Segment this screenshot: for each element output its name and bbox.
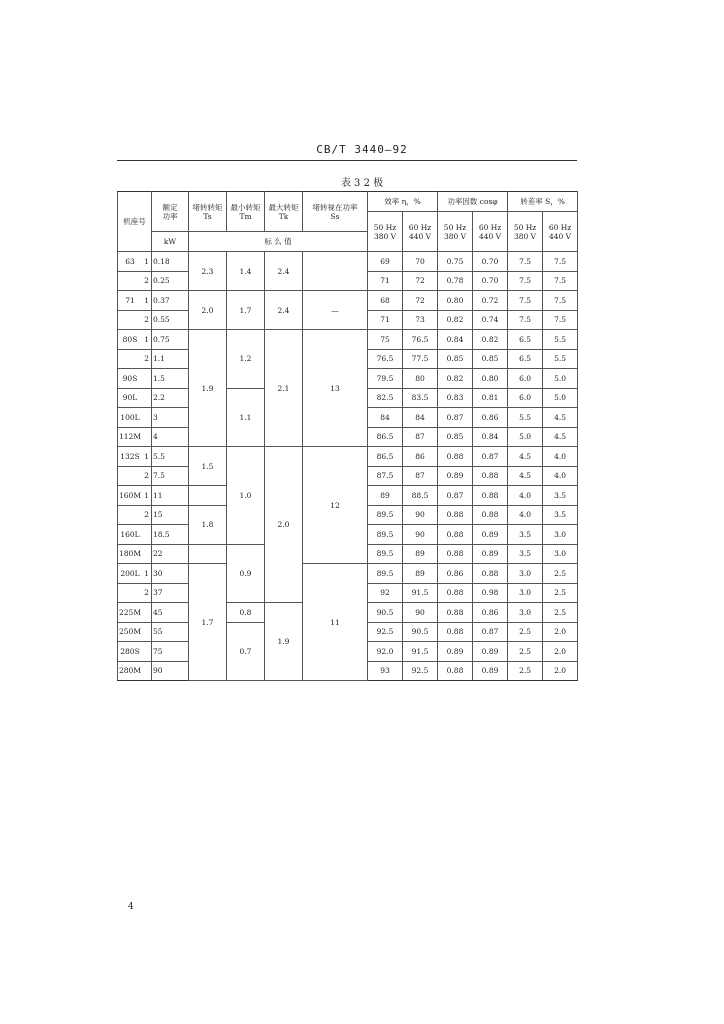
frame-cell xyxy=(118,427,152,447)
pf60-cell: 0.89 xyxy=(473,525,508,545)
frame-sub: 1 xyxy=(144,295,149,305)
tstart-cell xyxy=(189,486,227,506)
f50-hz: 50 Hz xyxy=(443,222,467,232)
tmin-cell: 0.7 xyxy=(227,622,265,681)
tstart-cell: 2.3 xyxy=(189,252,227,291)
tmax-cell: 2.1 xyxy=(265,330,303,447)
frame-sub: 1 xyxy=(144,451,149,461)
frame-cell xyxy=(118,330,152,350)
frame-label: 280M xyxy=(119,666,141,676)
frame-sub: 2 xyxy=(144,588,149,598)
pf50-cell: 0.80 xyxy=(438,291,473,311)
header-frame: 机座号 xyxy=(118,192,152,252)
slip60-cell: 2.5 xyxy=(543,564,578,584)
pf50-cell: 0.82 xyxy=(438,310,473,330)
frame-label: 63 xyxy=(125,256,135,266)
pf60-cell: 0.88 xyxy=(473,466,508,486)
header-tmin-l2: Tm xyxy=(239,211,252,221)
slip50-cell: 6.5 xyxy=(508,330,543,350)
frame-sub: 2 xyxy=(144,354,149,364)
eff50-cell: 90.5 xyxy=(368,603,403,623)
f60-v: 440 V xyxy=(408,231,432,241)
frame-cell xyxy=(118,505,152,525)
header-sstart xyxy=(303,192,368,232)
slip60-cell: 5.5 xyxy=(543,330,578,350)
slip50-cell: 3.5 xyxy=(508,544,543,564)
power-cell: 1.1 xyxy=(152,349,189,369)
slip60-cell: 4.0 xyxy=(543,447,578,467)
header-slip-50 xyxy=(508,212,543,252)
pf60-cell: 0.98 xyxy=(473,583,508,603)
frame-cell xyxy=(118,466,152,486)
page-number: 4 xyxy=(128,902,134,912)
eff50-cell: 82.5 xyxy=(368,388,403,408)
eff60-cell: 72 xyxy=(403,291,438,311)
pf60-cell: 0.89 xyxy=(473,642,508,662)
slip60-cell: 3.5 xyxy=(543,486,578,506)
power-cell: 2.2 xyxy=(152,388,189,408)
eff50-cell: 92.5 xyxy=(368,622,403,642)
slip60-cell: 2.5 xyxy=(543,603,578,623)
header-tmax-l1: 最大转矩 xyxy=(268,202,299,212)
slip50-cell: 4.5 xyxy=(508,466,543,486)
eff60-cell: 83.5 xyxy=(403,388,438,408)
eff50-cell: 92 xyxy=(368,583,403,603)
frame-label: 250M xyxy=(119,627,141,637)
eff60-cell: 90 xyxy=(403,505,438,525)
f60-v: 440 V xyxy=(548,231,572,241)
frame-cell xyxy=(118,661,152,681)
slip60-cell: 7.5 xyxy=(543,291,578,311)
eff60-cell: 86 xyxy=(403,447,438,467)
frame-label: 225M xyxy=(119,607,141,617)
sstart-cell: 11 xyxy=(303,564,368,681)
tmin-cell: 1.2 xyxy=(227,330,265,389)
header-power-l2: 功率 xyxy=(162,211,178,221)
header-power-l1: 额定 xyxy=(162,202,178,212)
slip50-cell: 2.5 xyxy=(508,661,543,681)
header-tmin xyxy=(227,192,265,232)
frame-cell xyxy=(118,369,152,389)
table-row xyxy=(118,330,578,350)
header-power xyxy=(152,192,189,232)
tstart-cell: 1.8 xyxy=(189,505,227,544)
power-cell: 4 xyxy=(152,427,189,447)
frame-cell xyxy=(118,486,152,506)
frame-cell xyxy=(118,252,152,272)
slip50-cell: 3.0 xyxy=(508,564,543,584)
f50-hz: 50 Hz xyxy=(513,222,537,232)
header-tmax-l2: Tk xyxy=(278,211,289,221)
frame-label: 71 xyxy=(125,295,135,305)
frame-label: 160M xyxy=(119,490,141,500)
eff60-cell: 73 xyxy=(403,310,438,330)
tmin-cell: 1.4 xyxy=(227,252,265,291)
slip50-cell: 7.5 xyxy=(508,310,543,330)
pf50-cell: 0.88 xyxy=(438,661,473,681)
eff50-cell: 89.5 xyxy=(368,544,403,564)
frame-label: 100L xyxy=(120,412,140,422)
frame-label: 112M xyxy=(119,432,141,442)
frame-label: 160L xyxy=(120,529,140,539)
eff60-cell: 76.5 xyxy=(403,330,438,350)
slip60-cell: 5.0 xyxy=(543,388,578,408)
pf60-cell: 0.87 xyxy=(473,622,508,642)
power-cell: 3 xyxy=(152,408,189,428)
eff60-cell: 70 xyxy=(403,252,438,272)
eff50-cell: 89.5 xyxy=(368,505,403,525)
eff50-cell: 71 xyxy=(368,310,403,330)
slip50-cell: 6.0 xyxy=(508,388,543,408)
eff60-cell: 72 xyxy=(403,271,438,291)
slip50-cell: 5.5 xyxy=(508,408,543,428)
eff50-cell: 76.5 xyxy=(368,349,403,369)
slip60-cell: 3.0 xyxy=(543,544,578,564)
eff50-cell: 89.5 xyxy=(368,525,403,545)
header-tstart xyxy=(189,192,227,232)
header-eff-60 xyxy=(403,212,438,252)
slip50-cell: 3.5 xyxy=(508,525,543,545)
tmax-cell: 2.0 xyxy=(265,447,303,603)
slip50-cell: 4.5 xyxy=(508,447,543,467)
slip50-cell: 7.5 xyxy=(508,291,543,311)
frame-cell xyxy=(118,544,152,564)
tstart-cell: 2.0 xyxy=(189,291,227,330)
tmax-cell: 2.4 xyxy=(265,252,303,291)
slip60-cell: 5.5 xyxy=(543,349,578,369)
frame-sub: 2 xyxy=(144,471,149,481)
frame-label: 180M xyxy=(119,549,141,559)
pf50-cell: 0.83 xyxy=(438,388,473,408)
slip50-cell: 2.5 xyxy=(508,642,543,662)
eff60-cell: 91.5 xyxy=(403,583,438,603)
power-cell: 0.55 xyxy=(152,310,189,330)
pf60-cell: 0.88 xyxy=(473,486,508,506)
header-sstart-l2: Ss xyxy=(330,211,340,221)
frame-sub: 1 xyxy=(144,568,149,578)
power-cell: 18.5 xyxy=(152,525,189,545)
pf50-cell: 0.85 xyxy=(438,427,473,447)
header-pf: 功率因数 cosφ xyxy=(438,192,508,212)
slip60-cell: 3.5 xyxy=(543,505,578,525)
slip50-cell: 4.0 xyxy=(508,505,543,525)
frame-cell xyxy=(118,525,152,545)
power-cell: 90 xyxy=(152,661,189,681)
tmin-cell: 1.1 xyxy=(227,388,265,447)
slip60-cell: 4.0 xyxy=(543,466,578,486)
eff60-cell: 91.5 xyxy=(403,642,438,662)
eff60-cell: 87 xyxy=(403,466,438,486)
frame-cell xyxy=(118,447,152,467)
table-row xyxy=(118,447,578,467)
pf50-cell: 0.88 xyxy=(438,622,473,642)
pf50-cell: 0.75 xyxy=(438,252,473,272)
power-cell: 0.75 xyxy=(152,330,189,350)
slip60-cell: 7.5 xyxy=(543,252,578,272)
pf60-cell: 0.86 xyxy=(473,408,508,428)
eff50-cell: 87.5 xyxy=(368,466,403,486)
pf50-cell: 0.87 xyxy=(438,486,473,506)
table-caption: 表 3 2 极 xyxy=(340,178,384,189)
header-pf-60 xyxy=(473,212,508,252)
header-tmin-l1: 最小转矩 xyxy=(230,202,261,212)
pf60-cell: 0.89 xyxy=(473,661,508,681)
eff60-cell: 89 xyxy=(403,564,438,584)
slip60-cell: 2.0 xyxy=(543,661,578,681)
power-cell: 0.37 xyxy=(152,291,189,311)
eff50-cell: 79.5 xyxy=(368,369,403,389)
eff60-cell: 77.5 xyxy=(403,349,438,369)
header-tstart-l2: Ts xyxy=(203,211,212,221)
eff50-cell: 69 xyxy=(368,252,403,272)
slip50-cell: 7.5 xyxy=(508,252,543,272)
tmin-cell: 0.8 xyxy=(227,603,265,623)
eff60-cell: 90 xyxy=(403,603,438,623)
slip60-cell: 2.0 xyxy=(543,642,578,662)
frame-sub: 2 xyxy=(144,315,149,325)
tmin-cell: 1.0 xyxy=(227,447,265,545)
pf50-cell: 0.88 xyxy=(438,544,473,564)
eff50-cell: 75 xyxy=(368,330,403,350)
frame-cell xyxy=(118,408,152,428)
frame-label: 90L xyxy=(122,393,138,403)
header-slip: 转差率 S，% xyxy=(508,192,578,212)
sstart-cell: 12 xyxy=(303,447,368,564)
tstart-cell: 1.7 xyxy=(189,564,227,681)
pf50-cell: 0.88 xyxy=(438,447,473,467)
power-cell: 55 xyxy=(152,622,189,642)
pf50-cell: 0.88 xyxy=(438,603,473,623)
eff60-cell: 92.5 xyxy=(403,661,438,681)
tstart-cell xyxy=(189,544,227,564)
sstart-cell xyxy=(303,252,368,291)
pf50-cell: 0.86 xyxy=(438,564,473,584)
pf60-cell: 0.81 xyxy=(473,388,508,408)
slip50-cell: 6.5 xyxy=(508,349,543,369)
eff50-cell: 93 xyxy=(368,661,403,681)
power-cell: 5.5 xyxy=(152,447,189,467)
pf50-cell: 0.88 xyxy=(438,505,473,525)
pf60-cell: 0.87 xyxy=(473,447,508,467)
frame-label: 200L xyxy=(120,568,140,578)
table-row xyxy=(118,252,578,272)
tmax-cell: 2.4 xyxy=(265,291,303,330)
pf50-cell: 0.89 xyxy=(438,642,473,662)
eff50-cell: 84 xyxy=(368,408,403,428)
frame-label: 90S xyxy=(122,373,138,383)
header-power-unit: kW xyxy=(152,232,189,252)
eff50-cell: 89 xyxy=(368,486,403,506)
tstart-cell: 1.5 xyxy=(189,447,227,486)
eff50-cell: 89.5 xyxy=(368,564,403,584)
frame-cell xyxy=(118,310,152,330)
pf60-cell: 0.82 xyxy=(473,330,508,350)
f50-v: 380 V xyxy=(513,231,537,241)
slip50-cell: 2.5 xyxy=(508,622,543,642)
pf60-cell: 0.89 xyxy=(473,544,508,564)
eff50-cell: 86.5 xyxy=(368,427,403,447)
frame-sub: 1 xyxy=(144,256,149,266)
slip50-cell: 7.5 xyxy=(508,271,543,291)
f60-hz: 60 Hz xyxy=(408,222,432,232)
f50-v: 380 V xyxy=(373,231,397,241)
frame-sub: 1 xyxy=(144,334,149,344)
pf50-cell: 0.88 xyxy=(438,525,473,545)
header-efficiency: 效率 η，% xyxy=(368,192,438,212)
power-cell: 15 xyxy=(152,505,189,525)
eff60-cell: 87 xyxy=(403,427,438,447)
eff50-cell: 71 xyxy=(368,271,403,291)
table-row xyxy=(118,564,578,584)
frame-cell xyxy=(118,622,152,642)
slip50-cell: 3.0 xyxy=(508,603,543,623)
frame-cell xyxy=(118,271,152,291)
f60-hz: 60 Hz xyxy=(478,222,502,232)
frame-sub: 1 xyxy=(144,490,149,500)
standard-number: CB/T 3440—92 xyxy=(316,143,408,156)
frame-cell xyxy=(118,291,152,311)
eff60-cell: 90.5 xyxy=(403,622,438,642)
power-cell: 7.5 xyxy=(152,466,189,486)
eff60-cell: 90 xyxy=(403,525,438,545)
tmax-cell: 1.9 xyxy=(265,603,303,681)
frame-cell xyxy=(118,388,152,408)
pf60-cell: 0.88 xyxy=(473,505,508,525)
eff50-cell: 68 xyxy=(368,291,403,311)
tmin-cell: 1.7 xyxy=(227,291,265,330)
frame-label: 80S xyxy=(122,334,138,344)
power-cell: 22 xyxy=(152,544,189,564)
pf50-cell: 0.78 xyxy=(438,271,473,291)
header-eff-50 xyxy=(368,212,403,252)
slip50-cell: 6.0 xyxy=(508,369,543,389)
pf60-cell: 0.88 xyxy=(473,564,508,584)
frame-label: 280S xyxy=(120,646,140,656)
pf60-cell: 0.70 xyxy=(473,271,508,291)
f60-v: 440 V xyxy=(478,231,502,241)
slip60-cell: 7.5 xyxy=(543,310,578,330)
header-tmax xyxy=(265,192,303,232)
eff50-cell: 86.5 xyxy=(368,447,403,467)
slip50-cell: 4.0 xyxy=(508,486,543,506)
frame-cell xyxy=(118,583,152,603)
pf60-cell: 0.86 xyxy=(473,603,508,623)
tmin-cell: 0.9 xyxy=(227,544,265,603)
power-cell: 45 xyxy=(152,603,189,623)
pf60-cell: 0.80 xyxy=(473,369,508,389)
header-sstart-l1: 堵转视在功率 xyxy=(312,202,358,212)
eff60-cell: 80 xyxy=(403,369,438,389)
header-tstart-l1: 堵转转矩 xyxy=(192,202,223,212)
table-row xyxy=(118,291,578,311)
pf50-cell: 0.89 xyxy=(438,466,473,486)
frame-cell xyxy=(118,642,152,662)
tstart-cell: 1.9 xyxy=(189,330,227,447)
power-cell: 30 xyxy=(152,564,189,584)
sstart-cell: — xyxy=(303,291,368,330)
slip60-cell: 2.5 xyxy=(543,583,578,603)
pf60-cell: 0.84 xyxy=(473,427,508,447)
pf50-cell: 0.85 xyxy=(438,349,473,369)
frame-cell xyxy=(118,349,152,369)
eff50-cell: 92.0 xyxy=(368,642,403,662)
pf60-cell: 0.72 xyxy=(473,291,508,311)
frame-cell xyxy=(118,603,152,623)
power-cell: 1.5 xyxy=(152,369,189,389)
frame-label: 132S xyxy=(120,451,140,461)
pf50-cell: 0.84 xyxy=(438,330,473,350)
eff60-cell: 89 xyxy=(403,544,438,564)
slip60-cell: 4.5 xyxy=(543,427,578,447)
power-cell: 75 xyxy=(152,642,189,662)
pf50-cell: 0.87 xyxy=(438,408,473,428)
frame-sub: 2 xyxy=(144,276,149,286)
pf60-cell: 0.74 xyxy=(473,310,508,330)
pf60-cell: 0.85 xyxy=(473,349,508,369)
slip60-cell: 5.0 xyxy=(543,369,578,389)
eff60-cell: 88.5 xyxy=(403,486,438,506)
pf60-cell: 0.70 xyxy=(473,252,508,272)
frame-cell xyxy=(118,564,152,584)
pf50-cell: 0.82 xyxy=(438,369,473,389)
header-slip-60 xyxy=(543,212,578,252)
power-cell: 11 xyxy=(152,486,189,506)
slip60-cell: 7.5 xyxy=(543,271,578,291)
slip50-cell: 5.0 xyxy=(508,427,543,447)
pf50-cell: 0.88 xyxy=(438,583,473,603)
header-pf-50 xyxy=(438,212,473,252)
motor-data-table xyxy=(117,191,578,681)
f60-hz: 60 Hz xyxy=(548,222,572,232)
eff60-cell: 84 xyxy=(403,408,438,428)
power-cell: 0.18 xyxy=(152,252,189,272)
frame-sub: 2 xyxy=(144,510,149,520)
f50-hz: 50 Hz xyxy=(373,222,397,232)
slip60-cell: 4.5 xyxy=(543,408,578,428)
f50-v: 380 V xyxy=(443,231,467,241)
slip60-cell: 2.0 xyxy=(543,622,578,642)
top-rule xyxy=(117,160,577,161)
sstart-cell: 13 xyxy=(303,330,368,447)
slip60-cell: 3.0 xyxy=(543,525,578,545)
header-nominal: 标 么 值 xyxy=(189,232,368,252)
power-cell: 0.25 xyxy=(152,271,189,291)
slip50-cell: 3.0 xyxy=(508,583,543,603)
power-cell: 37 xyxy=(152,583,189,603)
